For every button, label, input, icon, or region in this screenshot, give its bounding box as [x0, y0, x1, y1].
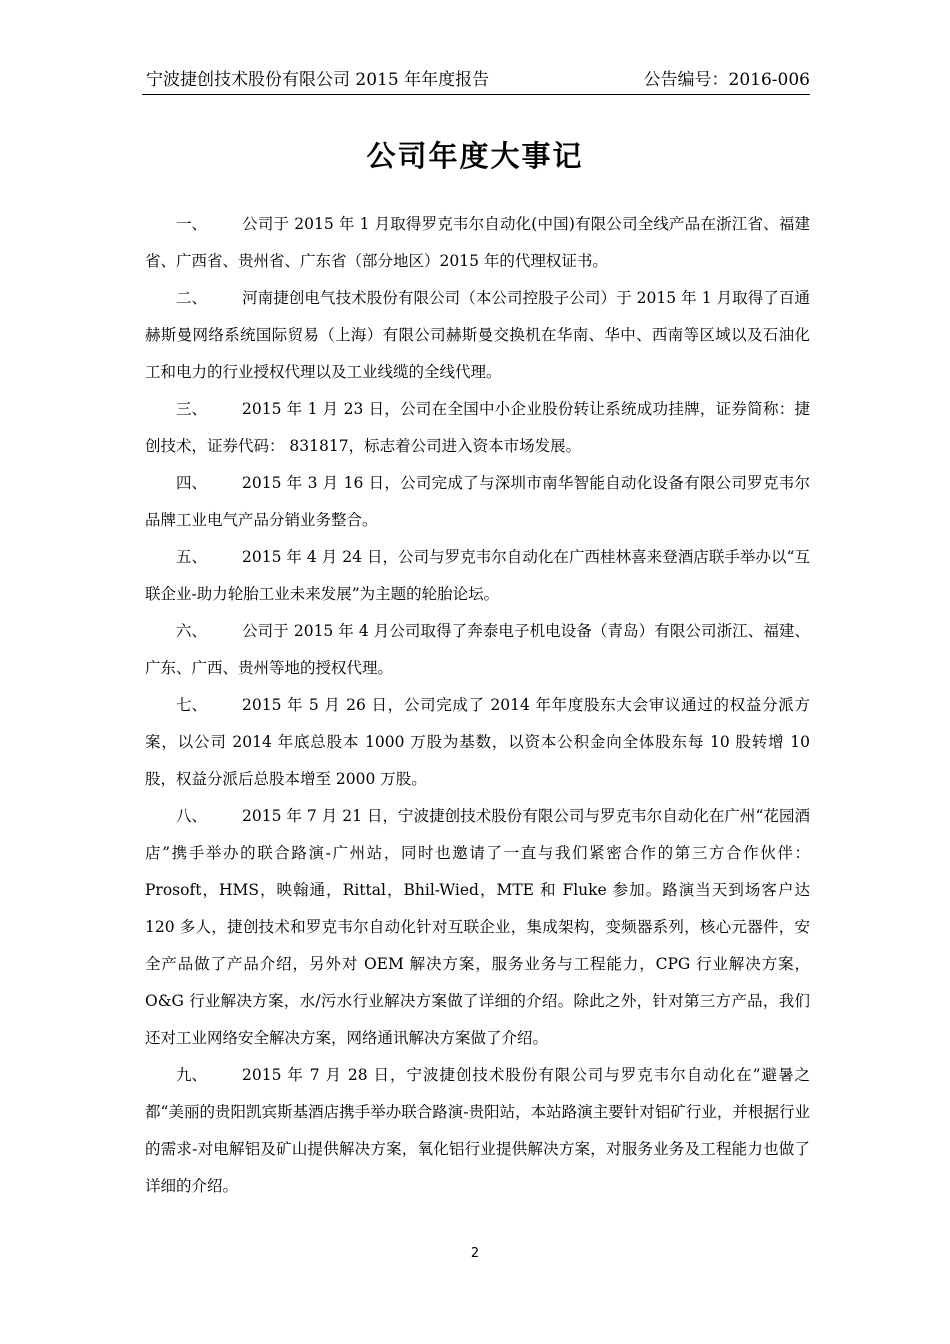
event-item-6	[145, 613, 810, 687]
event-number: 六、	[176, 622, 208, 640]
event-number: 七、	[176, 696, 208, 714]
event-item-8	[145, 798, 810, 1057]
header-report-title: 宁波捷创技术股份有限公司 2015 年年度报告	[146, 70, 490, 90]
event-item-3	[145, 391, 810, 465]
page-title: 公司年度大事记	[366, 139, 584, 173]
event-item-5	[145, 539, 810, 613]
header-announcement-number: 公告编号：2016-006	[643, 70, 810, 90]
event-text: 公司于 2015 年 1 月取得罗克韦尔自动化(中国)有限公司全线产品在浙江省、福建省、广西省、贵州省、广东省（部分地区）2015 年的代理权证书。	[145, 215, 810, 270]
event-number: 二、	[176, 289, 208, 307]
event-item-9	[145, 1057, 810, 1205]
event-text: 2015 年 5 月 26 日，公司完成了 2014 年年度股东大会审议通过的权益分派方案，以公司 2014 年底总股本 1000 万股为基数，以资本公积金向全体股东每 10 股转增 10 股，权益分派后总股本增至 2000 万股。	[145, 696, 810, 788]
event-number: 八、	[176, 807, 208, 825]
event-item-7	[145, 687, 810, 798]
event-number: 三、	[176, 400, 208, 418]
event-text: 2015 年 7 月 21 日，宁波捷创技术股份有限公司与罗克韦尔自动化在广州“花园酒店”携手举办的联合路演-广州站，同时也邀请了一直与我们紧密合作的第三方合作伙伴：Prosoft，HMS，映翰通，Rittal，Bhil-Wied，MTE 和 Fluke 参加。路演当天到场客户达 120 多人，捷创技术和罗克韦尔自动化针对互联企业，集成架构，变频器系列，核心元器件，安全产品做了产品介绍，另外对 OEM 解决方案，服务业务与工程能力，CPG 行业解决方案，O&G 行业解决方案，水/污水行业解决方案做了详细的介绍。除此之外，针对第三方产品，我们还对工业网络安全解决方案，网络通讯解决方案做了介绍。	[145, 807, 810, 1047]
event-number: 九、	[176, 1066, 208, 1084]
event-text: 2015 年 4 月 24 日，公司与罗克韦尔自动化在广西桂林喜来登酒店联手举办以“互联企业-助力轮胎工业未来发展”为主题的轮胎论坛。	[145, 548, 810, 603]
event-number: 五、	[176, 548, 208, 566]
event-number: 四、	[176, 474, 208, 492]
event-item-2	[145, 280, 810, 391]
event-text: 2015 年 7 月 28 日，宁波捷创技术股份有限公司与罗克韦尔自动化在”避暑之都“美丽的贵阳凯宾斯基酒店携手举办联合路演-贵阳站，本站路演主要针对铝矿行业，并根据行业的需求-对电解铝及矿山提供解决方案，氧化铝行业提供解决方案，对服务业务及工程能力也做了详细的介绍。	[145, 1066, 810, 1195]
page-header	[142, 66, 810, 95]
event-text: 公司于 2015 年 4 月公司取得了奔泰电子机电设备（青岛）有限公司浙江、福建、广东、广西、贵州等地的授权代理。	[145, 622, 810, 677]
events-list	[145, 206, 810, 1205]
page-number: 2	[470, 1246, 480, 1261]
event-text: 2015 年 3 月 16 日，公司完成了与深圳市南华智能自动化设备有限公司罗克韦尔品牌工业电气产品分销业务整合。	[145, 474, 810, 529]
event-text: 2015 年 1 月 23 日，公司在全国中小企业股份转让系统成功挂牌，证券简称：捷创技术，证券代码： 831817，标志着公司进入资本市场发展。	[145, 400, 810, 455]
event-text: 河南捷创电气技术股份有限公司（本公司控股子公司）于 2015 年 1 月取得了百通赫斯曼网络系统国际贸易（上海）有限公司赫斯曼交换机在华南、华中、西南等区域以及石油化工和电力的行业授权代理以及工业线缆的全线代理。	[145, 289, 810, 381]
event-item-4	[145, 465, 810, 539]
event-number: 一、	[176, 215, 208, 233]
event-item-1	[145, 206, 810, 280]
